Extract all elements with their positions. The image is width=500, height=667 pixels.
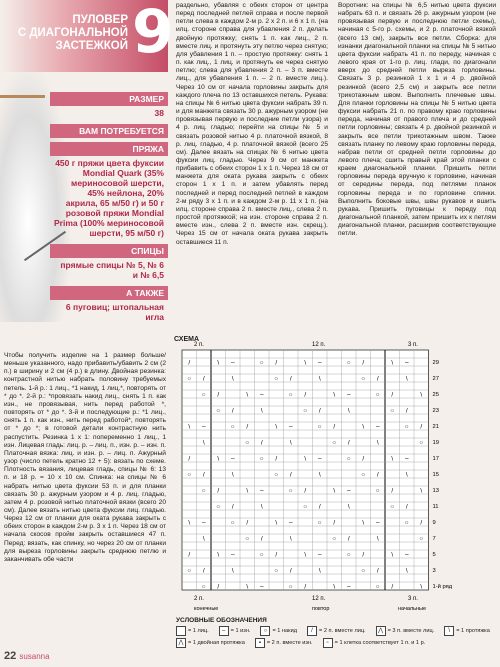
chart-symbol: – xyxy=(230,551,235,559)
chart-symbol: – xyxy=(230,359,235,367)
chart-symbol: / xyxy=(188,551,191,559)
chart-symbol: / xyxy=(391,391,394,399)
chart-symbol: ○ xyxy=(390,503,395,511)
chart-symbol: – xyxy=(317,551,322,559)
chart-symbol: / xyxy=(362,359,365,367)
bottom-label-middle: 12 п. xyxy=(312,596,326,602)
bottom-label-left: 2 п. xyxy=(194,596,204,602)
chart-symbol: \ xyxy=(246,583,249,591)
legend-item xyxy=(260,626,297,636)
chart-symbol: ○ xyxy=(201,391,206,399)
chart-symbol: / xyxy=(304,583,307,591)
row-label: 5 xyxy=(432,552,436,558)
chart-symbol: – xyxy=(404,551,409,559)
chart-symbol: / xyxy=(391,487,394,495)
legend-title: УСЛОВНЫЕ ОБОЗНАЧЕНИЯ xyxy=(176,617,267,624)
legend-item xyxy=(307,626,366,636)
chart-symbol: ○ xyxy=(201,487,206,495)
chart-symbol: / xyxy=(246,519,249,527)
needles-label: СПИЦЫ xyxy=(50,244,168,258)
sub-label-middle: повтор xyxy=(312,606,330,612)
chart-symbol: / xyxy=(405,407,408,415)
chart-symbol: / xyxy=(362,551,365,559)
chart-symbol: / xyxy=(347,439,350,447)
legend-symbol xyxy=(176,626,186,636)
chart-symbol: ○ xyxy=(361,567,366,575)
chart-symbol: ○ xyxy=(361,375,366,383)
chart-symbol: ○ xyxy=(259,359,264,367)
legend-symbol: ▫ xyxy=(323,638,333,648)
chart-symbol: \ xyxy=(347,407,350,415)
chart-symbol: \ xyxy=(304,455,307,463)
chart-symbol: \ xyxy=(333,487,336,495)
chart-symbol: \ xyxy=(333,391,336,399)
chart-symbol: – xyxy=(346,583,351,591)
chart-symbol: ○ xyxy=(419,535,424,543)
chart-symbol: ○ xyxy=(317,423,322,431)
chart-symbol: \ xyxy=(362,519,365,527)
chart-symbol: ○ xyxy=(317,519,322,527)
chart-symbol: \ xyxy=(420,583,423,591)
title-banner xyxy=(0,0,174,72)
chart-symbol: \ xyxy=(347,503,350,511)
sub-label-left: конечные xyxy=(194,606,219,612)
chart-symbol: \ xyxy=(304,551,307,559)
chart-symbol: ○ xyxy=(187,567,192,575)
legend-text: = 1 накид xyxy=(272,628,297,634)
chart-symbol: / xyxy=(217,391,220,399)
chart-symbol: \ xyxy=(231,567,234,575)
chart-symbol: / xyxy=(260,535,263,543)
legend-text: = 1 протяжка xyxy=(456,628,490,634)
needles-value: прямые спицы № 5, № 6 и № 6,5 xyxy=(60,260,164,280)
chart-symbol: ○ xyxy=(230,423,235,431)
chart-symbol: / xyxy=(318,503,321,511)
chart-symbol: \ xyxy=(405,375,408,383)
chart-symbol: / xyxy=(188,359,191,367)
chart-symbol: ○ xyxy=(274,567,279,575)
chart-symbol: \ xyxy=(275,519,278,527)
chart-symbol: \ xyxy=(202,439,205,447)
chart-symbol: \ xyxy=(391,359,394,367)
chart-symbol: / xyxy=(246,423,249,431)
chart-symbol: / xyxy=(289,567,292,575)
chart-symbol: \ xyxy=(362,423,365,431)
chart-symbol: ○ xyxy=(245,439,250,447)
chart-symbol: ○ xyxy=(303,407,308,415)
row-label: 23 xyxy=(432,408,439,414)
top-label-middle: 12 п. xyxy=(312,342,326,348)
row-label: 27 xyxy=(432,376,439,382)
need-label: ВАМ ПОТРЕБУЕТСЯ xyxy=(50,124,168,138)
chart-symbol: / xyxy=(289,471,292,479)
chart-symbol: – xyxy=(375,519,380,527)
chart-symbol: ○ xyxy=(332,535,337,543)
chart-symbol: \ xyxy=(202,535,205,543)
chart-symbol: / xyxy=(376,375,379,383)
chart-symbol: ○ xyxy=(404,423,409,431)
row-label: 13 xyxy=(432,488,439,494)
chart-symbol: – xyxy=(259,391,264,399)
chart-symbol: ○ xyxy=(375,487,380,495)
chart-symbol: ○ xyxy=(288,583,293,591)
chart-symbol: / xyxy=(376,471,379,479)
chart-symbol: / xyxy=(202,567,205,575)
chart-symbol: ○ xyxy=(216,503,221,511)
chart-symbol: ○ xyxy=(187,375,192,383)
top-label-right: 3 п. xyxy=(408,342,418,348)
row-label: 29 xyxy=(432,360,439,366)
chart-title: СХЕМА xyxy=(174,336,200,343)
materials-box xyxy=(50,88,168,324)
chart-symbol: / xyxy=(304,487,307,495)
size-value: 38 xyxy=(154,108,164,118)
chart-symbol: – xyxy=(230,455,235,463)
page-number: 22 xyxy=(4,650,17,662)
chart-symbol: \ xyxy=(333,583,336,591)
legend-item xyxy=(176,638,245,648)
chart-legend xyxy=(176,626,496,648)
knitting-needle xyxy=(0,95,45,98)
chart-symbol: / xyxy=(376,567,379,575)
chart-symbol: / xyxy=(318,407,321,415)
chart-symbol: \ xyxy=(405,471,408,479)
row-label: 19 xyxy=(432,440,439,446)
chart-symbol: ○ xyxy=(259,455,264,463)
chart-symbol: – xyxy=(288,423,293,431)
legend-text: = 1 двойная протяжка xyxy=(188,640,245,646)
chart-symbol: / xyxy=(420,423,423,431)
chart-symbol: / xyxy=(362,455,365,463)
chart-symbol: ○ xyxy=(332,439,337,447)
chart-symbol: ○ xyxy=(288,487,293,495)
chart-symbol: ○ xyxy=(346,359,351,367)
chart-symbol: ○ xyxy=(346,455,351,463)
legend-text: = 1 изн. xyxy=(230,628,251,634)
chart-symbol: / xyxy=(289,375,292,383)
chart-symbol: ○ xyxy=(187,471,192,479)
chart-symbol: ○ xyxy=(288,391,293,399)
sub-label-right: начальные xyxy=(398,606,427,612)
chart-symbol: / xyxy=(333,519,336,527)
row-label: 17 xyxy=(432,456,439,462)
chart-symbol: / xyxy=(202,375,205,383)
chart-symbol: \ xyxy=(188,519,191,527)
chart-symbol: \ xyxy=(231,375,234,383)
bottom-label-right: 3 п. xyxy=(408,596,418,602)
chart-symbol: ○ xyxy=(216,407,221,415)
legend-item xyxy=(219,626,251,636)
chart-symbol: – xyxy=(201,519,206,527)
chart-symbol: \ xyxy=(217,551,220,559)
text-column-3: Чтобы получить изделие на 1 размер больше/меньше указанного, надо прибавить/убавить 2 см (2 п.) в ширину и 2 см (4 р.) в длину. Двойная резинка: контрастной нитью набрать половину требуемых петель. 1-й р.: 1 лиц., *1 накид, 1 лиц.*, повторять от * до *. 2-й р.: *провязать накид лиц., снять 1 п. как изн., не провязывая, нить перед работой *, повторять от * до *. 3-й и последующие р.: *1 лиц., снять 1 п. как изн., нить перед работой*, повторять от * до *; в готовой детали контрастную нить распустить. Резинка 1 х 1: попеременно 1 лиц., 1 изн. Лицевая гладь: лиц. р. – лиц. п., изн. р. – изн. п. Платочная вязка: лиц. и изн. р. – лиц. п. Ажурный узор (число петель кратно 12 + 5): вязать по схеме. Плотность вязания, лицевая гладь, спицы № 6: 13 п. и 18 р. = 10 х 10 см. Спинка: на спицы № 6 набрать нитью цвета фуксии 53 п. и для планки связать 30 р. ажурным узором и 4 р. лиц. гладью, затем 4 р. розовой нитью платочной вязки (всего 20 см). Далее вязать нитью цвета фуксии лиц. гладью. Через 12 см от планки для оката рукава закрыть с обеих сторон в каждом 2-м р. 3 х 1 п. Через 18 см от начала скосов пройм закрыть оставшиеся 47 п. Перед: вязать, как спинку, но через 20 см от планки для выреза горловины закрыть среднюю петлю и заканчивать обе части xyxy=(4,352,166,563)
chart-symbol: \ xyxy=(420,391,423,399)
legend-text: = 1 клетка соответствует 1 п. и 1 р. xyxy=(334,640,426,646)
chart-symbol: ○ xyxy=(274,375,279,383)
chart-symbol: – xyxy=(317,359,322,367)
row-label: 11 xyxy=(432,504,439,510)
chart-symbol: \ xyxy=(391,551,394,559)
chart-symbol: / xyxy=(188,455,191,463)
chart-symbol: ○ xyxy=(274,471,279,479)
chart-symbol: \ xyxy=(260,407,263,415)
chart-symbol: – xyxy=(201,423,206,431)
chart-symbol: \ xyxy=(231,471,234,479)
chart-symbol: / xyxy=(202,471,205,479)
legend-symbol: ⋀ xyxy=(376,626,386,636)
chart-symbol: \ xyxy=(318,471,321,479)
row-label: 1-й ряд xyxy=(432,584,453,590)
knitting-chart xyxy=(172,334,498,659)
row-label: 25 xyxy=(432,392,439,398)
chart-symbol: \ xyxy=(217,455,220,463)
row-label: 21 xyxy=(432,424,439,430)
chart-symbol: ○ xyxy=(259,551,264,559)
chart-symbol: ○ xyxy=(375,583,380,591)
chart-symbol: ○ xyxy=(346,551,351,559)
chart-symbol: / xyxy=(405,503,408,511)
chart-symbol: \ xyxy=(318,567,321,575)
legend-item xyxy=(176,626,209,636)
chart-symbol: – xyxy=(404,455,409,463)
text-column-2: Воротник: на спицы № 6,5 нитью цвета фуксии набрать 63 п. и связать 26 р. ажурным узором (не провязывая первую и последнюю петли схемы), начиная с 5-го р. схемы, и 2 р. платочной вязкой (всего 13 см), закрыть все петли. Сборка: для изнанки диагональной планки на спицы № 5 нитью цвета фуксии набрать 41 п. по переду, начиная с левого края от 1-го р. лиц. глади, по диагонали вверх до средней петли выреза горловины. Связать 3 р. резинкой 1 х 1 и 4 р. двойной резинкой (всего 2,5 см) и закрыть все петли трикотажным швом. Выполнить плечевые швы. Для планки горловины на спицы № 5 нитью цвета фуксии набрать 21 п. по правому краю горловины переда, начиная от правого плеча и до средней петли горловины; связать 4 р. двойной резинкой и закрыть все петли трикотажным швом. Также связать планку по левому краю горловины переда, набрав петли от средней петли горловины до левого плеча; сшить правый край этой планки с краем диагональной планки. Пришить петли горловины переда вручную к горловине, начиная от середины переда, под петлями планок горловины переда и по горловине спинки. Выполнить боковые швы, швы рукавов и вшить рукава. Пришить пуговицы к переду под диагональной планкой, затем пришить их к петлям диагональной планки, расширив соответствующие петли. xyxy=(338,2,496,238)
chart-symbol: ○ xyxy=(361,471,366,479)
text-column-1: раздельно, убавляя с обеих сторон от центра перед последней петлей справа и после первой петли слева в каждом 2-м р. 2 х 2 п. и 6 х 1 п. (на илц. стороне справа для убавления 2 п. делать двойную протяжку; снять 1 п. как лиц., 2 п. вместе лиц. и протянуть эту петлю через снятую; для убавления 1 п. – простую протяжку: снять 1 п. как лиц., 1 лиц. и протянуть ее через снятую петлю; слева для убавления 2 п. – 3 п. вместе лиц., для убавления 1 п. – 2 п. вместе лиц.). Через 10 см от начала горловины закрыть для каждого плеча по 13 оставшихся петель. Рукава: на спицы № 6 нитью цвета фуксии набрать 39 п. и для манжета связать 30 р. ажурным узором (не провязывая первую и последние петли узора) и 4 р. лиц. гладью; перейти на спицы № 5 и связать розовой нитью 4 р. платочной вязкой, 8 р. лиц. гладью, 4 р. платочной вязкой (всего 25 см). Далее вязать на спицах № 6 нитью цвета фуксии лиц. гладью. Через 9 см от манжета прибавить с обеих сторон 1 х 1 п. Через 18 см от манжета для оката рукава закрыть с обеих сторон 1 х 1 п. и затем убавлять перед последней и перед последней петлей в каждом 2-м ряду 3 х 1 п. и в каждом 2-м р. 11 х 1 п. (на илц. стороне справа 2 п. вместе лиц., слева 2 п. простой протяжкой; на изн. стороне справа 2 п. вместе изн., слева 2 п. вместе изн. скрещ.). Через 15 см от начала оката рукава закрыть оставшиеся 11 п. xyxy=(176,2,328,246)
chart-symbol: \ xyxy=(275,423,278,431)
chart-symbol: \ xyxy=(289,535,292,543)
chart-symbol: / xyxy=(275,551,278,559)
page-title: ПУЛОВЕР С ДИАГОНАЛЬНОЙ ЗАСТЕЖКОЙ xyxy=(17,14,128,52)
chart-symbol: / xyxy=(217,583,220,591)
chart-symbol: – xyxy=(404,359,409,367)
chart-symbol: / xyxy=(231,407,234,415)
chart-symbol: \ xyxy=(376,535,379,543)
chart-symbol: \ xyxy=(405,567,408,575)
yarn-label: ПРЯЖА xyxy=(50,142,168,156)
chart-symbol: / xyxy=(260,439,263,447)
chart-symbol: \ xyxy=(376,439,379,447)
chart-symbol: – xyxy=(259,583,264,591)
chart-symbol: \ xyxy=(260,503,263,511)
row-label: 9 xyxy=(432,520,436,526)
chart-symbol: \ xyxy=(318,375,321,383)
chart-symbol: – xyxy=(346,391,351,399)
legend-symbol: – xyxy=(219,626,229,636)
chart-symbol: \ xyxy=(246,487,249,495)
legend-item xyxy=(376,626,435,636)
chart-symbol: ○ xyxy=(245,535,250,543)
chart-symbol: ○ xyxy=(419,439,424,447)
chart-symbol: ○ xyxy=(303,503,308,511)
legend-symbol: ▪ xyxy=(255,638,265,648)
legend-text: = 1 лиц. xyxy=(188,628,209,634)
chart-symbol: \ xyxy=(420,487,423,495)
chart-symbol: ○ xyxy=(404,519,409,527)
brand-name: susanna xyxy=(19,652,50,661)
chart-symbol: – xyxy=(375,423,380,431)
yarn-value: 450 г пряжи цвета фуксии Mondial Quark (35% мериносовой шерсти, 45% нейлона, 20% акрила, 65 м/50 г) и 50 г розовой пряжи Mondial Prima (100% мериносовой шерсти, 95 м/50 г) xyxy=(54,158,165,238)
chart-symbol: ○ xyxy=(375,391,380,399)
legend-symbol: \ xyxy=(444,626,454,636)
chart-symbol: / xyxy=(333,423,336,431)
chart-symbol: / xyxy=(217,487,220,495)
chart-symbol: \ xyxy=(304,359,307,367)
also-value: 6 пуговиц; штопальная игла xyxy=(65,302,164,322)
legend-text: = 3 п. вместе лиц. xyxy=(387,628,435,634)
chart-symbol: ○ xyxy=(230,519,235,527)
page-footer xyxy=(4,650,50,662)
chart-symbol: ○ xyxy=(201,583,206,591)
also-label: А ТАКЖЕ xyxy=(50,286,168,300)
row-label: 3 xyxy=(432,568,436,574)
top-label-left: 2 п. xyxy=(194,342,204,348)
chart-symbol: \ xyxy=(246,391,249,399)
chart-symbol: / xyxy=(347,535,350,543)
chart-symbol: – xyxy=(259,487,264,495)
legend-item xyxy=(444,626,490,636)
legend-symbol: ○ xyxy=(260,626,270,636)
legend-item xyxy=(323,638,426,648)
chart-symbol: \ xyxy=(289,439,292,447)
chart-symbol: – xyxy=(346,487,351,495)
pattern-number: 9 xyxy=(132,0,174,67)
legend-symbol: ⋀ xyxy=(176,638,186,648)
legend-item xyxy=(255,638,313,648)
legend-text: = 2 п. вместе лиц. xyxy=(319,628,366,634)
chart-symbol: \ xyxy=(188,423,191,431)
chart-symbol: – xyxy=(288,519,293,527)
row-label: 7 xyxy=(432,536,436,542)
chart-symbol: \ xyxy=(391,455,394,463)
chart-symbol: / xyxy=(275,455,278,463)
chart-symbol: / xyxy=(275,359,278,367)
legend-symbol: / xyxy=(307,626,317,636)
row-label: 15 xyxy=(432,472,439,478)
chart-symbol: \ xyxy=(217,359,220,367)
chart-grid xyxy=(172,334,498,614)
legend-text: = 2 п. вместе изн. xyxy=(266,640,313,646)
chart-symbol: / xyxy=(420,519,423,527)
chart-symbol: / xyxy=(304,391,307,399)
size-label: РАЗМЕР xyxy=(50,92,168,106)
chart-symbol: ○ xyxy=(390,407,395,415)
chart-symbol: / xyxy=(391,583,394,591)
chart-symbol: / xyxy=(231,503,234,511)
chart-symbol: – xyxy=(317,455,322,463)
